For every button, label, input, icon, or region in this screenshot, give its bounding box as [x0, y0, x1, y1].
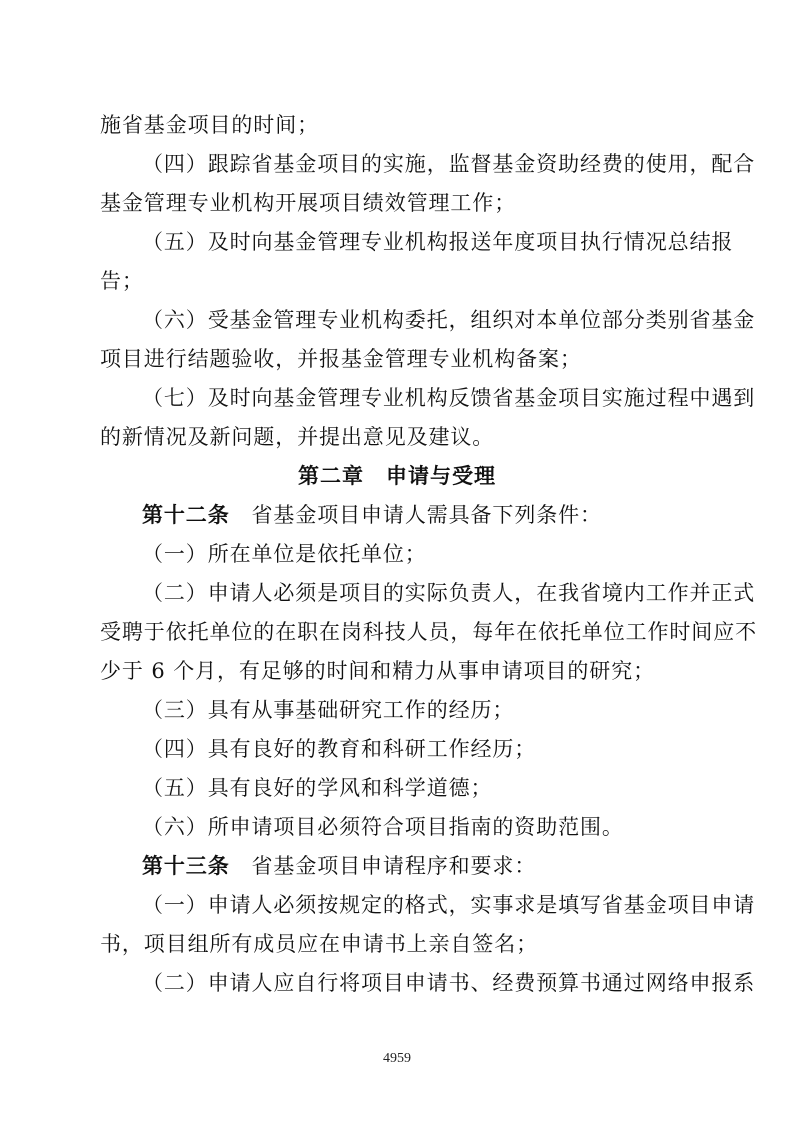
article-12-line [142, 496, 742, 534]
text-line: （二）申请人应自行将项目申请书、经费预算书通过网络申报系 [142, 971, 756, 995]
text-line: （三）具有从事基础研究工作的经历； [142, 698, 515, 722]
chapter-heading: 第二章 申请与受理 [298, 464, 496, 488]
text-line: 告； [100, 269, 144, 293]
text-line: （四）具有良好的教育和科研工作经历； [142, 737, 537, 761]
text-line: （五）具有良好的学风和科学道德； [142, 776, 493, 800]
text-line: （六）受基金管理专业机构委托，组织对本单位部分类别省基金 [142, 308, 756, 332]
text-line: 施省基金项目的时间； [100, 113, 319, 137]
text-line: 的新情况及新问题，并提出意见及建议。 [100, 425, 495, 449]
text-line: （六）所申请项目必须符合项目指南的资助范围。 [142, 815, 624, 839]
text-line: 少于 6 个月，有足够的时间和精力从事申请项目的研究； [100, 659, 656, 683]
text-line: （一）所在单位是依托单位； [142, 542, 427, 566]
article-13-line [142, 847, 742, 885]
text-line: 受聘于依托单位的在职在岗科技人员，每年在依托单位工作时间应不 [100, 620, 757, 644]
article-13-text: 省基金项目申请程序和要求： [251, 854, 537, 878]
article-13-label: 第十三条 [142, 854, 230, 878]
text-line: 基金管理专业机构开展项目绩效管理工作； [100, 191, 517, 215]
text-line: （二）申请人必须是项目的实际负责人，在我省境内工作并正式 [142, 581, 756, 605]
text-line: （四）跟踪省基金项目的实施，监督基金资助经费的使用，配合 [142, 152, 756, 176]
page-number: 4959 [383, 1051, 411, 1066]
text-line: （一）申请人必须按规定的格式，实事求是填写省基金项目申请 [142, 893, 756, 917]
text-line: （七）及时向基金管理专业机构反馈省基金项目实施过程中遇到 [142, 386, 756, 410]
article-12-text: 省基金项目申请人需具备下列条件： [251, 503, 602, 527]
article-12-label: 第十二条 [142, 503, 230, 527]
text-line: （五）及时向基金管理专业机构报送年度项目执行情况总结报 [142, 230, 734, 254]
text-line: 书，项目组所有成员应在申请书上亲自签名； [100, 932, 538, 956]
text-line: 项目进行结题验收，并报基金管理专业机构备案； [100, 347, 582, 371]
